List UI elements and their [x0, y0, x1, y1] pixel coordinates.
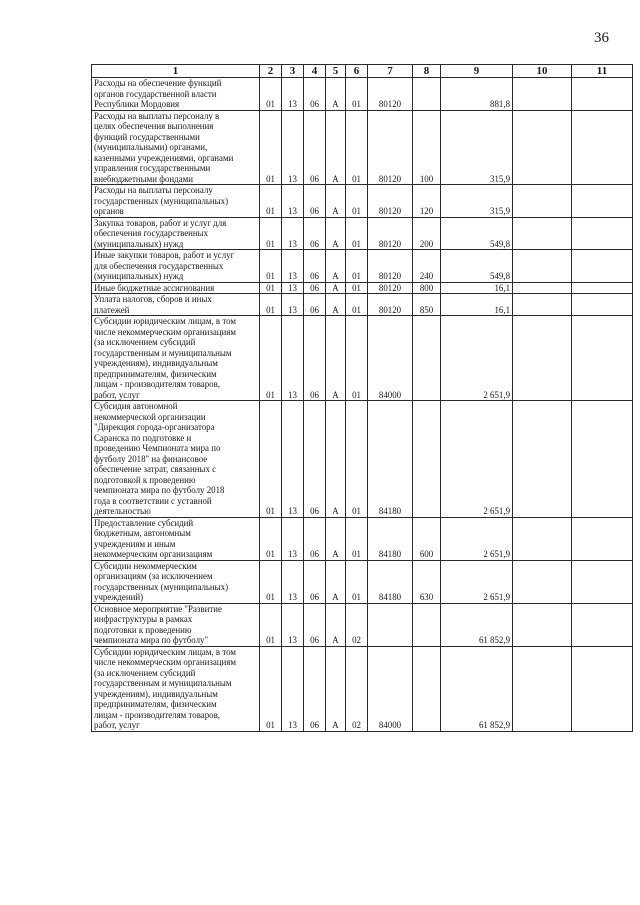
column-header: 1	[92, 65, 260, 78]
expense-description: Предоставление субсидий бюджетным, автономным учреждениям и иным некоммерческим организациям	[92, 517, 260, 560]
direction-code: 84180	[368, 401, 413, 518]
direction-code: 80120	[368, 294, 413, 316]
amount-value: 2 651,9	[441, 517, 513, 560]
column-header: 7	[368, 65, 413, 78]
subsection-code: 13	[282, 217, 304, 250]
program-code: 06	[304, 603, 326, 646]
program-code: 06	[304, 401, 326, 518]
column-header: 2	[260, 65, 282, 78]
program-code: 06	[304, 250, 326, 283]
table-row	[92, 282, 633, 294]
direction-code: 80120	[368, 250, 413, 283]
section-code: 01	[260, 250, 282, 283]
event-code: 01	[346, 110, 368, 185]
column-10-value	[513, 316, 572, 401]
expense-type-code	[413, 603, 441, 646]
section-code: 01	[260, 78, 282, 111]
column-11-value	[572, 517, 633, 560]
column-10-value	[513, 401, 572, 518]
event-code: 01	[346, 401, 368, 518]
subsection-code: 13	[282, 78, 304, 111]
section-code: 01	[260, 517, 282, 560]
expense-type-code: 240	[413, 250, 441, 283]
column-11-value	[572, 185, 633, 218]
direction-code	[368, 603, 413, 646]
subsection-code: 13	[282, 517, 304, 560]
column-11-value	[572, 217, 633, 250]
subsection-code: 13	[282, 185, 304, 218]
column-10-value	[513, 282, 572, 294]
section-code: 01	[260, 401, 282, 518]
column-10-value	[513, 603, 572, 646]
program-code: 06	[304, 294, 326, 316]
table-row	[92, 185, 633, 218]
amount-value: 881,8	[441, 78, 513, 111]
expense-description: Субсидии юридическим лицам, в том числе некоммерческим организациям (за исключением субсидий государственным и муниципальным учреждениям), индивидуальным предпринимателям, физическим лицам - производителям товаров, работ, услуг	[92, 646, 260, 731]
section-code: 01	[260, 217, 282, 250]
column-10-value	[513, 294, 572, 316]
column-11-value	[572, 603, 633, 646]
program-code: 06	[304, 217, 326, 250]
column-11-value	[572, 294, 633, 316]
column-11-value	[572, 250, 633, 283]
event-code: 01	[346, 282, 368, 294]
header-row	[92, 65, 633, 78]
column-header: 10	[513, 65, 572, 78]
expense-type-code	[413, 646, 441, 731]
subsection-code: 13	[282, 282, 304, 294]
amount-value: 2 651,9	[441, 401, 513, 518]
expense-type-code: 630	[413, 560, 441, 603]
column-11-value	[572, 646, 633, 731]
direction-code: 84000	[368, 316, 413, 401]
subsection-code: 13	[282, 646, 304, 731]
column-10-value	[513, 185, 572, 218]
amount-value: 2 651,9	[441, 316, 513, 401]
subprogram-code: А	[326, 185, 346, 218]
column-11-value	[572, 282, 633, 294]
expense-description: Субсидии юридическим лицам, в том числе некоммерческим организациям (за исключением субсидий государственным и муниципальным учреждениям), индивидуальным предпринимателям, физическим лицам - производителям товаров, работ, услуг	[92, 316, 260, 401]
subsection-code: 13	[282, 316, 304, 401]
program-code: 06	[304, 646, 326, 731]
expense-description: Иные бюджетные ассигнования	[92, 282, 260, 294]
section-code: 01	[260, 110, 282, 185]
column-header: 11	[572, 65, 633, 78]
section-code: 01	[260, 560, 282, 603]
expense-description: Субсидия автономной некоммерческой организации "Дирекция города-организатора Саранска по подготовке и проведению Чемпионата мира по футболу 2018" на финансовое обеспечение затрат, связанных с подготовкой к проведению чемпионата мира по футболу 2018 года в соответствии с уставной деятельностью	[92, 401, 260, 518]
subsection-code: 13	[282, 560, 304, 603]
section-code: 01	[260, 316, 282, 401]
table-row	[92, 560, 633, 603]
table-row	[92, 294, 633, 316]
event-code: 01	[346, 78, 368, 111]
program-code: 06	[304, 560, 326, 603]
amount-value: 61 852,9	[441, 646, 513, 731]
table-row	[92, 316, 633, 401]
subprogram-code: А	[326, 603, 346, 646]
subprogram-code: А	[326, 401, 346, 518]
event-code: 01	[346, 517, 368, 560]
table-row	[92, 110, 633, 185]
subsection-code: 13	[282, 110, 304, 185]
column-header: 4	[304, 65, 326, 78]
amount-value: 549,8	[441, 250, 513, 283]
amount-value: 549,8	[441, 217, 513, 250]
program-code: 06	[304, 282, 326, 294]
column-11-value	[572, 401, 633, 518]
expense-description: Расходы на обеспечение функций органов государственной власти Республики Мордовия	[92, 78, 260, 111]
amount-value: 2 651,9	[441, 560, 513, 603]
section-code: 01	[260, 603, 282, 646]
subprogram-code: А	[326, 316, 346, 401]
expense-description: Расходы на выплаты персоналу в целях обеспечения выполнения функций государственными (муниципальными) органами, казенными учреждениями, органами управления государственными внебюджетными фондами	[92, 110, 260, 185]
column-header: 6	[346, 65, 368, 78]
section-code: 01	[260, 646, 282, 731]
table-row	[92, 250, 633, 283]
subprogram-code: А	[326, 282, 346, 294]
page-number: 36	[594, 30, 609, 46]
section-code: 01	[260, 282, 282, 294]
program-code: 06	[304, 110, 326, 185]
expense-type-code: 850	[413, 294, 441, 316]
subprogram-code: А	[326, 560, 346, 603]
expense-description: Субсидии некоммерческим организациям (за исключением государственных (муниципальных) учреждений)	[92, 560, 260, 603]
program-code: 06	[304, 517, 326, 560]
expense-type-code	[413, 78, 441, 111]
event-code: 01	[346, 294, 368, 316]
column-11-value	[572, 560, 633, 603]
event-code: 01	[346, 185, 368, 218]
direction-code: 80120	[368, 78, 413, 111]
event-code: 01	[346, 217, 368, 250]
subprogram-code: А	[326, 110, 346, 185]
column-10-value	[513, 250, 572, 283]
expense-type-code: 120	[413, 185, 441, 218]
column-header: 8	[413, 65, 441, 78]
column-header: 9	[441, 65, 513, 78]
column-10-value	[513, 217, 572, 250]
budget-table	[91, 64, 633, 732]
direction-code: 80120	[368, 282, 413, 294]
expense-type-code: 100	[413, 110, 441, 185]
amount-value: 61 852,9	[441, 603, 513, 646]
column-10-value	[513, 110, 572, 185]
expense-description: Основное мероприятие "Развитие инфраструктуры в рамках подготовки к проведению чемпионата мира по футболу"	[92, 603, 260, 646]
expense-type-code	[413, 401, 441, 518]
column-10-value	[513, 560, 572, 603]
table-row	[92, 646, 633, 731]
amount-value: 16,1	[441, 282, 513, 294]
expense-type-code: 600	[413, 517, 441, 560]
column-11-value	[572, 110, 633, 185]
program-code: 06	[304, 316, 326, 401]
column-11-value	[572, 316, 633, 401]
direction-code: 80120	[368, 185, 413, 218]
table-row	[92, 78, 633, 111]
column-10-value	[513, 517, 572, 560]
subprogram-code: А	[326, 250, 346, 283]
table-row	[92, 401, 633, 518]
amount-value: 315,9	[441, 110, 513, 185]
column-11-value	[572, 78, 633, 111]
expense-description: Иные закупки товаров, работ и услуг для обеспечения государственных (муниципальных) нужд	[92, 250, 260, 283]
column-10-value	[513, 78, 572, 111]
event-code: 02	[346, 646, 368, 731]
column-10-value	[513, 646, 572, 731]
expense-description: Расходы на выплаты персоналу государственных (муниципальных) органов	[92, 185, 260, 218]
section-code: 01	[260, 294, 282, 316]
subprogram-code: А	[326, 78, 346, 111]
column-header: 5	[326, 65, 346, 78]
direction-code: 80120	[368, 110, 413, 185]
table-row	[92, 603, 633, 646]
column-header: 3	[282, 65, 304, 78]
expense-type-code	[413, 316, 441, 401]
subsection-code: 13	[282, 603, 304, 646]
subsection-code: 13	[282, 294, 304, 316]
subprogram-code: А	[326, 294, 346, 316]
event-code: 01	[346, 316, 368, 401]
direction-code: 84180	[368, 517, 413, 560]
event-code: 02	[346, 603, 368, 646]
direction-code: 80120	[368, 217, 413, 250]
subsection-code: 13	[282, 401, 304, 518]
expense-type-code: 200	[413, 217, 441, 250]
subsection-code: 13	[282, 250, 304, 283]
expense-description: Уплата налогов, сборов и иных платежей	[92, 294, 260, 316]
event-code: 01	[346, 560, 368, 603]
table-row	[92, 517, 633, 560]
subprogram-code: А	[326, 646, 346, 731]
amount-value: 16,1	[441, 294, 513, 316]
table-row	[92, 217, 633, 250]
table-body	[92, 78, 633, 732]
expense-type-code: 800	[413, 282, 441, 294]
expense-description: Закупка товаров, работ и услуг для обеспечения государственных (муниципальных) нужд	[92, 217, 260, 250]
subprogram-code: А	[326, 217, 346, 250]
event-code: 01	[346, 250, 368, 283]
program-code: 06	[304, 185, 326, 218]
subprogram-code: А	[326, 517, 346, 560]
section-code: 01	[260, 185, 282, 218]
direction-code: 84000	[368, 646, 413, 731]
direction-code: 84180	[368, 560, 413, 603]
amount-value: 315,9	[441, 185, 513, 218]
program-code: 06	[304, 78, 326, 111]
